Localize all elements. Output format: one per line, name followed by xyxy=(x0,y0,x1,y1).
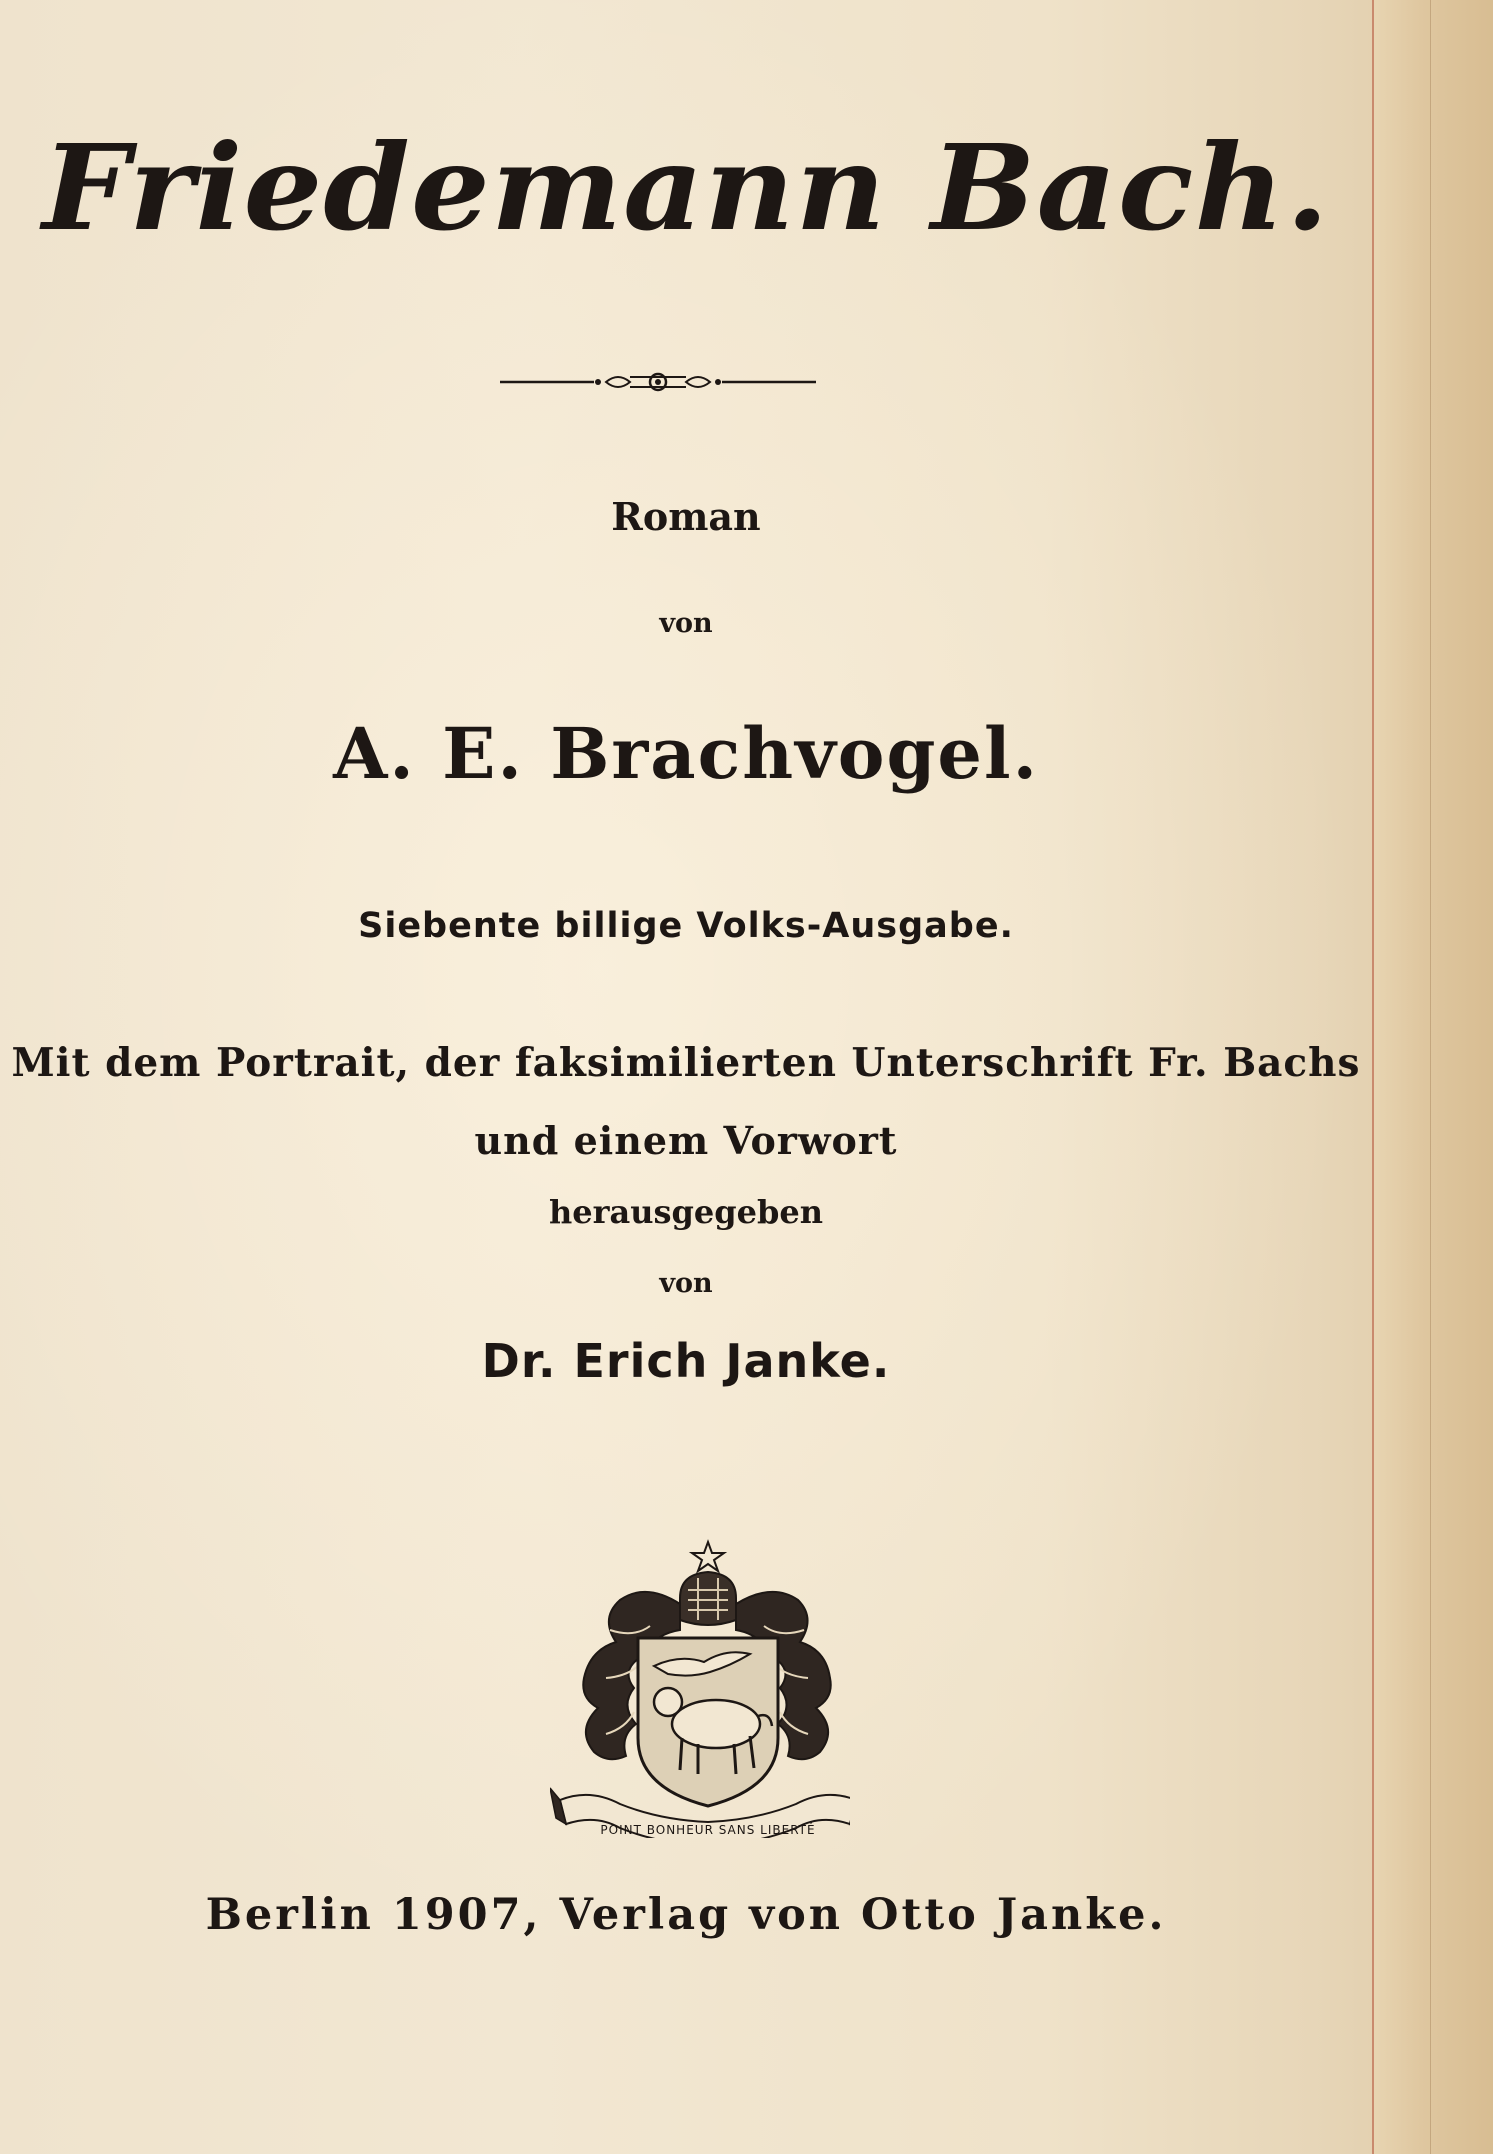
author-name: A. E. Brachvogel. xyxy=(333,712,1039,795)
page-edge-line xyxy=(1372,0,1374,2154)
description-line-2: und einem Vorwort xyxy=(474,1118,898,1163)
lamb-crest-icon xyxy=(550,1538,850,1838)
genre-label: Roman xyxy=(611,494,761,539)
page-fold-shadow xyxy=(1430,0,1431,2154)
editor-name: Dr. Erich Janke. xyxy=(481,1334,891,1388)
publisher-imprint: Berlin 1907, Verlag von Otto Janke. xyxy=(205,1890,1167,1940)
by-label: von xyxy=(659,608,713,639)
book-title: Friedemann Bach. xyxy=(42,118,1330,257)
editor-label: herausgegeben xyxy=(549,1193,823,1231)
editor-by-label: von xyxy=(659,1268,713,1299)
edition-label: Siebente billige Volks-Ausgabe. xyxy=(358,906,1014,946)
description-line-1: Mit dem Portrait, der faksimilierten Unterschrift Fr. Bachs xyxy=(11,1040,1361,1086)
facing-page-edge xyxy=(1372,0,1493,2154)
ornamental-rule-icon xyxy=(498,364,818,400)
crest-motto: POINT BONHEUR SANS LIBERTÉ xyxy=(600,1823,816,1837)
